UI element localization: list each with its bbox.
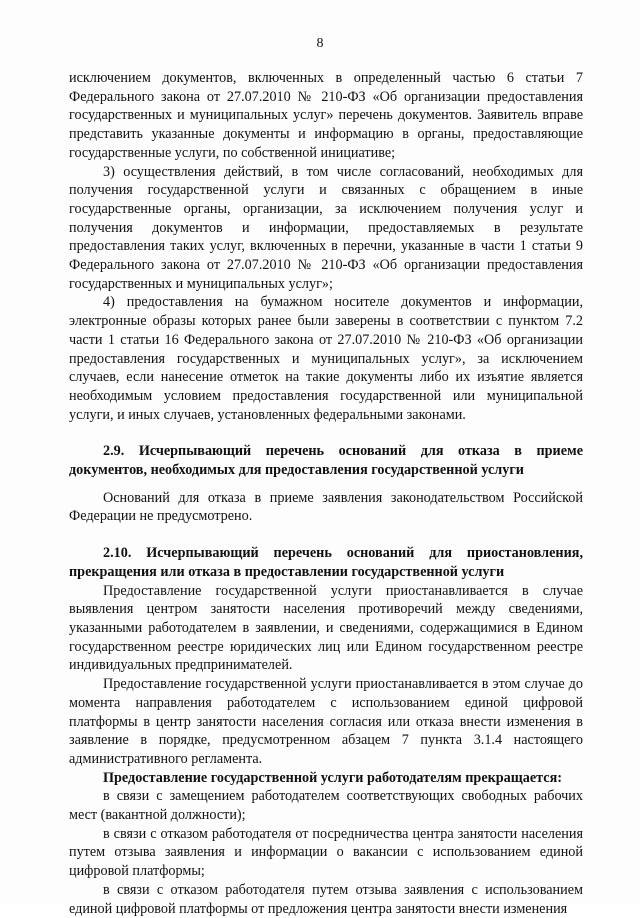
paragraph-suspension: Предоставление государственной услуги приостанавливается в случае выявления центром занятости населения противоречий между сведениями, указанными работодателем в заявлении, и сведениями, содержащимися в Едином государственном реестре юридических лиц или Едином государственном реестре индивидуальных предпринимателей. [69, 582, 583, 674]
paragraph-termination-2: в связи с отказом работодателя от посредничества центра занятости населения путем отзыва заявления и информации о вакансии с использованием единой цифровой платформы; [69, 825, 583, 880]
paragraph-item-3: 3) осуществления действий, в том числе согласований, необходимых для получения государственной услуги и связанных с обращением в иные государственные органы, организации, за исключением получения услуг и получения документов и информации, предоставляемых в результате предоставления таких услуг, включенных в перечни, указанные в части 1 статьи 9 Федерального закона от 27.07.2010 № 210-ФЗ «Об организации предоставления государственных и муниципальных услуг»; [69, 163, 583, 292]
paragraph-termination-3: в связи с отказом работодателя путем отзыва заявления с использованием единой цифровой платформы от предложения центра занятости внести изменения [69, 881, 583, 917]
paragraph-no-refusal-grounds: Оснований для отказа в приеме заявления законодательством Российской Федерации не предусмотрено. [69, 489, 583, 525]
paragraph-suspension-duration: Предоставление государственной услуги приостанавливается в этом случае до момента направления работодателем с использованием единой цифровой платформы в центр занятости населения согласия или отказа внести изменения в заявление в порядке, предусмотренном абзацем 7 пункта 3.1.4 настоящего административного регламента. [69, 676, 583, 767]
section-heading-2-9: 2.9. Исчерпывающий перечень оснований для отказа в приеме документов, необходимых для предоставления государственной услуги [69, 443, 583, 479]
document-body [69, 69, 583, 918]
section-heading-2-10: 2.10. Исчерпывающий перечень оснований для приостановления, прекращения или отказа в предоставлении государственной услуги [69, 545, 583, 580]
page-number: 8 [316, 36, 324, 51]
paragraph-termination-heading: Предоставление государственной услуги работодателям прекращается: [103, 769, 562, 786]
paragraph-item-4: 4) предоставления на бумажном носителе документов и информации, электронные образы которых ранее были заверены в соответствии с пунктом 7.2 части 1 статьи 16 Федерального закона от 27.07.2010 № 210-ФЗ «Об организации предоставления государственных и муниципальных услуг», за исключением случаев, если нанесение отметок на такие документы либо их изъятие является необходимым условием предоставления государственной или муниципальной услуги, и иных случаев, установленных федеральными законами. [69, 294, 583, 423]
paragraph-termination-1: в связи с замещением работодателем соответствующих свободных рабочих мест (вакантной должности); [69, 788, 583, 824]
paragraph-continuation: исключением документов, включенных в определенный частью 6 статьи 7 Федерального закона от 27.07.2010 № 210-ФЗ «Об организации предоставления государственных и муниципальных услуг» перечень документов. Заявитель вправе представить указанные документы и информацию в органы, предоставляющие государственные услуги, по собственной инициативе; [69, 70, 583, 161]
